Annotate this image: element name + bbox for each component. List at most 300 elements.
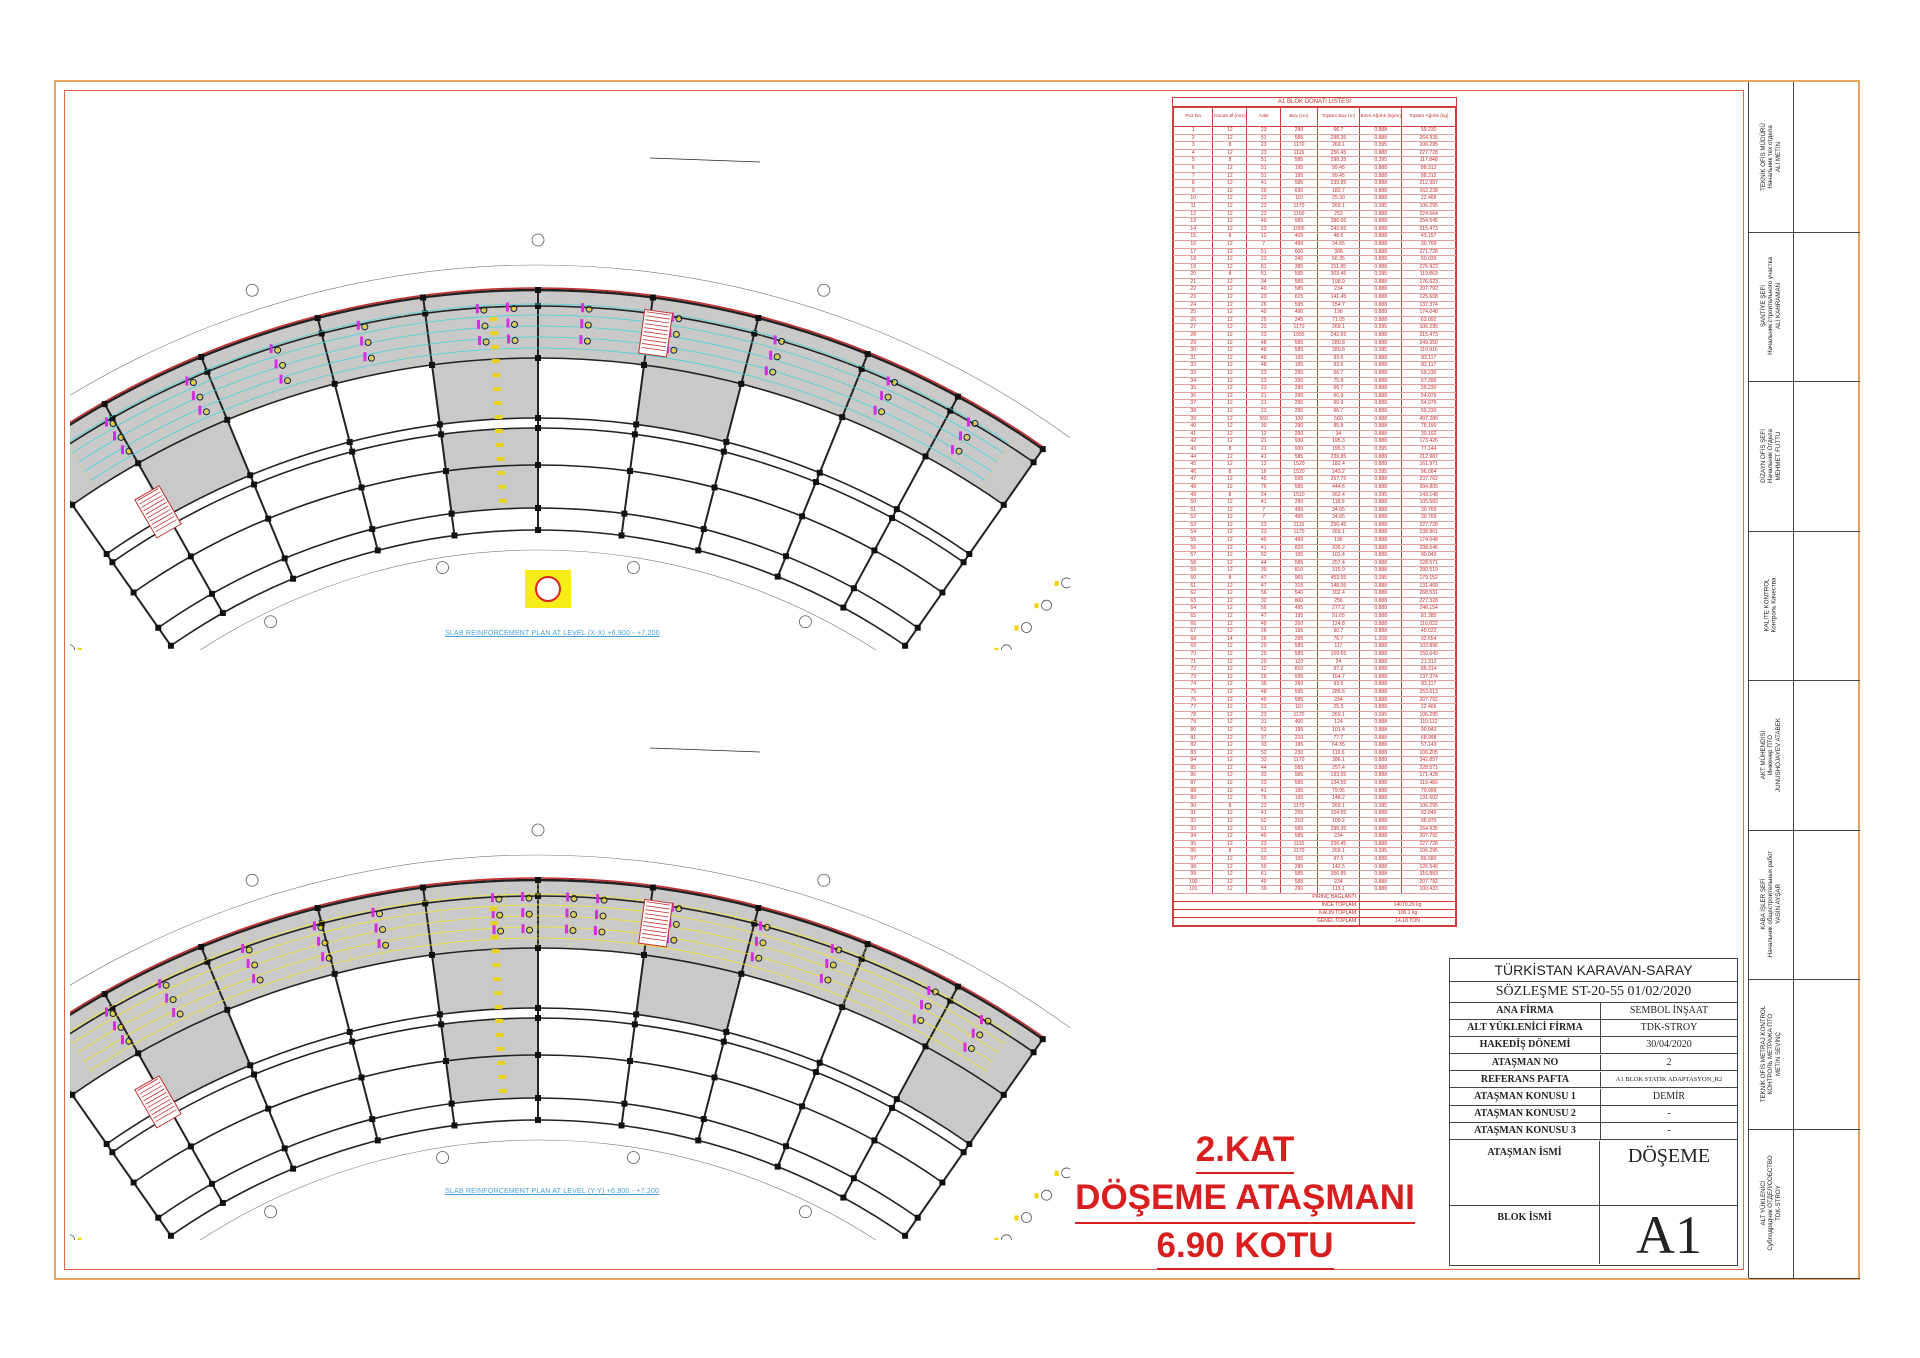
slab-plan-drawing xyxy=(70,110,1070,650)
rebar-cell: 91.65 xyxy=(1317,613,1359,621)
rebar-cell: 59.230 xyxy=(1402,370,1456,378)
rebar-cell: 0.888 xyxy=(1360,514,1402,522)
rebar-cell: 81 xyxy=(1247,263,1281,271)
rebar-cell: 1170 xyxy=(1281,529,1318,537)
rebar-cell: 47 xyxy=(1247,575,1281,583)
rebar-cell: 66.7 xyxy=(1317,127,1359,135)
signature-cell xyxy=(1749,82,1860,233)
rebar-cell: 271.728 xyxy=(1402,248,1456,256)
rebar-cell: 12 xyxy=(1213,780,1247,788)
rebar-cell: 585 xyxy=(1281,696,1318,704)
rebar-row xyxy=(1174,430,1456,438)
rebar-row xyxy=(1174,218,1456,226)
rebar-cell: 99.45 xyxy=(1317,172,1359,180)
rebar-cell: 23 xyxy=(1247,149,1281,157)
rebar-row xyxy=(1174,354,1456,362)
signature-desc: Начальник Отдела xyxy=(1767,428,1775,483)
rebar-cell: 40 xyxy=(1247,537,1281,545)
rebar-cell: 585 xyxy=(1281,157,1318,165)
rebar-cell: 23 xyxy=(1247,127,1281,135)
rebar-cell: 12 xyxy=(1213,833,1247,841)
rebar-row xyxy=(1174,347,1456,355)
rebar-cell: 51 xyxy=(1247,172,1281,180)
rebar-cell: 51 xyxy=(1247,134,1281,142)
rebar-cell: 227.728 xyxy=(1402,521,1456,529)
rebar-cell: 91 xyxy=(1174,810,1213,818)
rebar-cell: 0.888 xyxy=(1360,225,1402,233)
rebar-cell: 6 xyxy=(1174,164,1213,172)
rebar-row xyxy=(1174,886,1456,894)
rebar-cell: 286.65 xyxy=(1317,218,1359,226)
rebar-row xyxy=(1174,453,1456,461)
rebar-row xyxy=(1174,362,1456,370)
rebar-row xyxy=(1174,795,1456,803)
signature-name: ALİ KAHRAMAN xyxy=(1774,283,1782,330)
rebar-cell: 256.45 xyxy=(1317,840,1359,848)
rebar-cell: 20 xyxy=(1174,271,1213,279)
rebar-cell: 0.888 xyxy=(1360,780,1402,788)
rebar-row xyxy=(1174,650,1456,658)
rebar-cell: 179.152 xyxy=(1402,575,1456,583)
rebar-cell: 585 xyxy=(1281,559,1318,567)
rebar-cell: 106.295 xyxy=(1402,202,1456,210)
rebar-cell: 12 xyxy=(1213,840,1247,848)
rebar-cell: 35 xyxy=(1174,385,1213,393)
rebar-cell: 16 xyxy=(1247,468,1281,476)
rebar-cell: 39 xyxy=(1174,415,1213,423)
rebar-cell: 0.888 xyxy=(1360,628,1402,636)
block-name-label: BLOK İSMİ xyxy=(1450,1206,1600,1264)
rebar-cell: 207.792 xyxy=(1402,878,1456,886)
rebar-cell: 137.374 xyxy=(1402,301,1456,309)
rebar-cell: 40 xyxy=(1247,696,1281,704)
rebar-row xyxy=(1174,742,1456,750)
rebar-cell: 0.395 xyxy=(1360,142,1402,150)
rebar-cell: 86.580 xyxy=(1402,856,1456,864)
rebar-cell: 215.473 xyxy=(1402,332,1456,340)
rebar-cell: 12 xyxy=(1213,704,1247,712)
rebar-cell: 134.55 xyxy=(1317,780,1359,788)
rebar-cell: 12 xyxy=(1213,240,1247,248)
rebar-cell: 0.888 xyxy=(1360,248,1402,256)
rebar-cell: 17 xyxy=(1174,248,1213,256)
signature-name: MEHMET FUTTU xyxy=(1774,431,1782,481)
rebar-row xyxy=(1174,423,1456,431)
rebar-cell: 290 xyxy=(1281,499,1318,507)
rebar-cell: 8 xyxy=(1213,233,1247,241)
rebar-cell: 12 xyxy=(1213,225,1247,233)
rebar-cell: 0.888 xyxy=(1360,149,1402,157)
rebar-cell: 585 xyxy=(1281,180,1318,188)
rebar-cell: 25 xyxy=(1174,309,1213,317)
rebar-cell: 106.295 xyxy=(1402,711,1456,719)
rebar-row xyxy=(1174,840,1456,848)
rebar-cell: 41 xyxy=(1247,180,1281,188)
rebar-cell: 276.923 xyxy=(1402,263,1456,271)
contract-number: SÖZLEŞME ST-20-55 01/02/2020 xyxy=(1450,982,1737,1003)
rebar-cell: 0.888 xyxy=(1360,415,1402,423)
rebar-cell: 269.1 xyxy=(1317,142,1359,150)
rebar-cell: 72 xyxy=(1174,666,1213,674)
rebar-cell: 280.519 xyxy=(1402,567,1456,575)
rebar-cell: 495 xyxy=(1281,514,1318,522)
rebar-cell: 42 xyxy=(1174,438,1213,446)
rebar-row xyxy=(1174,567,1456,575)
rebar-cell: 965 xyxy=(1281,575,1318,583)
title-block-value: 2 xyxy=(1666,1056,1672,1068)
rebar-row xyxy=(1174,309,1456,317)
rebar-cell: 60 xyxy=(1174,575,1213,583)
rebar-cell: 195 xyxy=(1281,742,1318,750)
rebar-cell: 100 xyxy=(1281,415,1318,423)
rebar-cell: 80 xyxy=(1174,726,1213,734)
rebar-row xyxy=(1174,552,1456,560)
rebar-cell: 0.888 xyxy=(1360,688,1402,696)
rebar-cell: 560 xyxy=(1317,415,1359,423)
rebar-cell: 46 xyxy=(1174,468,1213,476)
rebar-cell: 234 xyxy=(1317,696,1359,704)
rebar-col-header: Toplam Ağırlık (kg) xyxy=(1402,108,1456,127)
rebar-cell: 290 xyxy=(1281,423,1318,431)
rebar-cell: 47 xyxy=(1174,476,1213,484)
rebar-cell: 195.3 xyxy=(1317,445,1359,453)
rebar-cell: 68 xyxy=(1174,635,1213,643)
rebar-cell: 36 xyxy=(1174,392,1213,400)
rebar-total-row xyxy=(1174,901,1456,909)
rebar-cell: 30 xyxy=(1247,423,1281,431)
rebar-total-label: GENEL TOPLAM xyxy=(1174,917,1360,925)
rebar-cell: 260 xyxy=(1281,620,1318,628)
rebar-cell: 0.395 xyxy=(1360,848,1402,856)
rebar-cell: 8 xyxy=(1213,468,1247,476)
rebar-cell: 9 xyxy=(1174,187,1213,195)
rebar-cell: 257.4 xyxy=(1317,764,1359,772)
rebar-row xyxy=(1174,400,1456,408)
rebar-cell: 224.664 xyxy=(1402,210,1456,218)
rebar-row xyxy=(1174,385,1456,393)
rebar-cell: 40 xyxy=(1247,309,1281,317)
rebar-cell: 23 xyxy=(1247,848,1281,856)
title-block-row xyxy=(1450,1037,1737,1054)
rebar-cell: 67.399 xyxy=(1402,377,1456,385)
rebar-cell: 0.888 xyxy=(1360,552,1402,560)
rebar-cell: 7 xyxy=(1174,172,1213,180)
rebar-cell: 8 xyxy=(1213,271,1247,279)
rebar-cell: 12 xyxy=(1213,407,1247,415)
rebar-cell: 53 xyxy=(1174,521,1213,529)
rebar-row xyxy=(1174,445,1456,453)
rebar-cell: 0.888 xyxy=(1360,544,1402,552)
rebar-cell: 595 xyxy=(1281,688,1318,696)
rebar-cell: 0.888 xyxy=(1360,620,1402,628)
rebar-cell: 56 xyxy=(1247,590,1281,598)
rebar-cell: 1170 xyxy=(1281,848,1318,856)
rebar-cell: 95 xyxy=(1174,840,1213,848)
rebar-cell: 8 xyxy=(1213,157,1247,165)
rebar-cell: 12 xyxy=(1213,309,1247,317)
signature-cell xyxy=(1749,232,1860,383)
rebar-cell: 88 xyxy=(1174,787,1213,795)
rebar-cell: 253 xyxy=(1317,210,1359,218)
rebar-cell: 239.85 xyxy=(1317,453,1359,461)
rebar-cell: 0.888 xyxy=(1360,377,1402,385)
signature-cell xyxy=(1749,381,1860,532)
rebar-cell: 12 xyxy=(1213,127,1247,135)
rebar-cell: 66.7 xyxy=(1317,407,1359,415)
rebar-cell: 44 xyxy=(1247,559,1281,567)
rebar-cell: 174.048 xyxy=(1402,309,1456,317)
rebar-cell: 12 xyxy=(1213,438,1247,446)
rebar-cell: 12 xyxy=(1213,461,1247,469)
rebar-cell: 1170 xyxy=(1281,142,1318,150)
rebar-cell: 12 xyxy=(1213,856,1247,864)
rebar-cell: 154.7 xyxy=(1317,673,1359,681)
title-block-key: ANA FİRMA xyxy=(1450,1003,1601,1019)
rebar-cell: 585 xyxy=(1281,764,1318,772)
rebar-cell: 131.602 xyxy=(1402,795,1456,803)
rebar-cell: 169.65 xyxy=(1317,650,1359,658)
rebar-cell: 0.888 xyxy=(1360,218,1402,226)
rebar-cell: 30.769 xyxy=(1402,514,1456,522)
rebar-cell: 100.433 xyxy=(1402,886,1456,894)
rebar-cell: 51 xyxy=(1247,157,1281,165)
rebar-cell: 0.888 xyxy=(1360,726,1402,734)
rebar-cell: 1115 xyxy=(1281,840,1318,848)
rebar-cell: 119.6 xyxy=(1317,749,1359,757)
rebar-cell: 105.583 xyxy=(1402,499,1456,507)
rebar-cell: 50.7 xyxy=(1317,628,1359,636)
rebar-cell: 81 xyxy=(1174,734,1213,742)
rebar-cell: 290 xyxy=(1281,370,1318,378)
rebar-cell: 0.888 xyxy=(1360,871,1402,879)
rebar-cell: 12 xyxy=(1213,818,1247,826)
rebar-cell: 207.792 xyxy=(1402,286,1456,294)
rebar-cell: 0.888 xyxy=(1360,810,1402,818)
rebar-cell: 12 xyxy=(1213,392,1247,400)
rebar-cell: 0.888 xyxy=(1360,825,1402,833)
rebar-cell: 63.092 xyxy=(1402,316,1456,324)
rebar-cell: 34.65 xyxy=(1317,514,1359,522)
rebar-cell: 25.3 xyxy=(1317,704,1359,712)
rebar-cell: 585 xyxy=(1281,483,1318,491)
rebar-cell: 12 xyxy=(1213,301,1247,309)
rebar-cell: 85 xyxy=(1174,764,1213,772)
rebar-row xyxy=(1174,719,1456,727)
rebar-cell: 0.888 xyxy=(1360,256,1402,264)
attachment-name-label: ATAŞMAN İSMİ xyxy=(1450,1141,1600,1205)
rebar-cell: 16 xyxy=(1174,240,1213,248)
rebar-cell: 290 xyxy=(1281,127,1318,135)
rebar-cell: 11 xyxy=(1174,202,1213,210)
rebar-row xyxy=(1174,635,1456,643)
rebar-cell: 23 xyxy=(1247,324,1281,332)
rebar-cell: 0.888 xyxy=(1360,499,1402,507)
rebar-cell: 103.896 xyxy=(1402,643,1456,651)
rebar-cell: 21 xyxy=(1247,445,1281,453)
rebar-cell: 97.5 xyxy=(1317,856,1359,864)
rebar-cell: 48 xyxy=(1247,620,1281,628)
rebar-cell: 195 xyxy=(1281,172,1318,180)
rebar-cell: 106.295 xyxy=(1402,324,1456,332)
rebar-cell: 18 xyxy=(1174,256,1213,264)
rebar-cell: 82 xyxy=(1174,742,1213,750)
rebar-cell: 615 xyxy=(1281,294,1318,302)
rebar-cell: 119.480 xyxy=(1402,780,1456,788)
rebar-cell: 12 xyxy=(1213,878,1247,886)
rebar-row xyxy=(1174,825,1456,833)
rebar-cell: 101.4 xyxy=(1317,726,1359,734)
rebar-cell: 227.728 xyxy=(1402,840,1456,848)
block-name-value: A1 xyxy=(1636,1205,1702,1265)
rebar-cell: 14 xyxy=(1174,225,1213,233)
rebar-cell: 62 xyxy=(1174,590,1213,598)
rebar-cell: 495 xyxy=(1281,240,1318,248)
rebar-cell: 12 xyxy=(1213,795,1247,803)
rebar-cell: 0.395 xyxy=(1360,468,1402,476)
rebar-cell: 256.45 xyxy=(1317,149,1359,157)
rebar-cell: 315.9 xyxy=(1317,567,1359,575)
title-block-value: - xyxy=(1667,1108,1671,1120)
rebar-cell: 0.888 xyxy=(1360,529,1402,537)
rebar-cell: 40 xyxy=(1247,286,1281,294)
title-block-row xyxy=(1450,1003,1737,1020)
rebar-cell: 96 xyxy=(1174,848,1213,856)
rebar-cell: 295 xyxy=(1281,635,1318,643)
rebar-cell: 21 xyxy=(1247,400,1281,408)
rebar-cell: 23 xyxy=(1247,704,1281,712)
rebar-cell: 33 xyxy=(1247,757,1281,765)
rebar-cell: 23 xyxy=(1247,521,1281,529)
rebar-cell: 93 xyxy=(1174,825,1213,833)
rebar-cell: 33 xyxy=(1174,370,1213,378)
rebar-cell: 585 xyxy=(1281,278,1318,286)
signature-cell xyxy=(1749,531,1860,682)
rebar-row xyxy=(1174,878,1456,886)
rebar-row xyxy=(1174,749,1456,757)
rebar-cell: 75.9 xyxy=(1317,377,1359,385)
rebar-cell: 820 xyxy=(1281,544,1318,552)
rebar-cell: 24 xyxy=(1247,491,1281,499)
rebar-cell: 0.395 xyxy=(1360,802,1402,810)
rebar-cell: 26 xyxy=(1247,301,1281,309)
rebar-cell: 0.888 xyxy=(1360,309,1402,317)
rebar-cell: 0.888 xyxy=(1360,339,1402,347)
rebar-cell: 67 xyxy=(1174,628,1213,636)
rebar-cell: 12 xyxy=(1213,286,1247,294)
rebar-cell: 34.65 xyxy=(1317,506,1359,514)
rebar-cell: 12 xyxy=(1213,415,1247,423)
rebar-cell: 12 xyxy=(1213,605,1247,613)
rebar-row xyxy=(1174,666,1456,674)
rebar-cell: 90 xyxy=(1174,802,1213,810)
rebar-cell: 12 xyxy=(1213,529,1247,537)
rebar-cell: 41 xyxy=(1247,544,1281,552)
rebar-cell: 52 xyxy=(1247,749,1281,757)
rebar-cell: 8 xyxy=(1213,802,1247,810)
rebar-row xyxy=(1174,863,1456,871)
rebar-cell: 5 xyxy=(1174,157,1213,165)
rebar-cell: 585 xyxy=(1281,780,1318,788)
rebar-cell: 298.35 xyxy=(1317,825,1359,833)
rebar-cell: 0.888 xyxy=(1360,301,1402,309)
rebar-cell: 227.328 xyxy=(1402,597,1456,605)
rebar-cell: 43 xyxy=(1174,445,1213,453)
title-attachment: DÖŞEME ATAŞMANI xyxy=(1075,1174,1415,1224)
rebar-row xyxy=(1174,726,1456,734)
rebar-row xyxy=(1174,248,1456,256)
rebar-cell: 12 xyxy=(1213,483,1247,491)
rebar-cell: 109.2 xyxy=(1317,818,1359,826)
rebar-cell: 12 xyxy=(1213,559,1247,567)
rebar-total-value: 14079.29 kg xyxy=(1360,901,1456,909)
rebar-cell: 8 xyxy=(1213,575,1247,583)
rebar-cell: 0.888 xyxy=(1360,666,1402,674)
rebar-cell: 256.45 xyxy=(1317,521,1359,529)
rebar-cell: 22.466 xyxy=(1402,704,1456,712)
rebar-row xyxy=(1174,316,1456,324)
rebar-cell: 76 xyxy=(1174,696,1213,704)
attachment-name-cell xyxy=(1450,1141,1737,1206)
title-block xyxy=(1449,958,1738,1266)
rebar-cell: 57.143 xyxy=(1402,742,1456,750)
rebar-cell: 73 xyxy=(1174,673,1213,681)
rebar-cell: 48 xyxy=(1247,347,1281,355)
rebar-cell: 12 xyxy=(1213,294,1247,302)
rebar-cell: 52 xyxy=(1247,552,1281,560)
rebar-row xyxy=(1174,415,1456,423)
signature-name: JUNUSHOJAYEV ATABEK xyxy=(1774,717,1782,792)
rebar-cell: 50 xyxy=(1247,856,1281,864)
rebar-cell: 810 xyxy=(1281,666,1318,674)
rebar-cell: 0.888 xyxy=(1360,734,1402,742)
rebar-cell: 31 xyxy=(1174,354,1213,362)
rebar-row xyxy=(1174,392,1456,400)
rebar-cell: 84 xyxy=(1174,757,1213,765)
rebar-cell: 1170 xyxy=(1281,202,1318,210)
rebar-cell: 0.888 xyxy=(1360,187,1402,195)
rebar-cell: 23 xyxy=(1247,840,1281,848)
rebar-cell: 269.1 xyxy=(1317,324,1359,332)
rebar-cell: 66.7 xyxy=(1317,385,1359,393)
signature-desc: Инженер ПТО xyxy=(1767,734,1775,775)
rebar-cell: 23 xyxy=(1247,294,1281,302)
rebar-cell: 44 xyxy=(1247,764,1281,772)
rebar-row xyxy=(1174,370,1456,378)
rebar-cell: 55 xyxy=(1174,537,1213,545)
rebar-cell: 142.5 xyxy=(1317,863,1359,871)
title-block-key: REFERANS PAFTA xyxy=(1450,1072,1601,1088)
rebar-cell: 12 xyxy=(1213,256,1247,264)
rebar-cell: 79.95 xyxy=(1317,787,1359,795)
rebar-cell: 195 xyxy=(1281,164,1318,172)
rebar-cell: 298.546 xyxy=(1402,544,1456,552)
rebar-cell: 595 xyxy=(1281,673,1318,681)
rebar-cell: 30.769 xyxy=(1402,240,1456,248)
rebar-cell: 50.039 xyxy=(1402,256,1456,264)
title-block-key: ATAŞMAN KONUSU 1 xyxy=(1450,1089,1601,1105)
rebar-cell: 45 xyxy=(1174,461,1213,469)
rebar-cell: 0.395 xyxy=(1360,202,1402,210)
rebar-cell: 0.888 xyxy=(1360,294,1402,302)
rebar-cell: 245 xyxy=(1281,256,1318,264)
rebar-cell: 83.117 xyxy=(1402,354,1456,362)
rebar-cell: 44 xyxy=(1174,453,1213,461)
rebar-cell: 126.540 xyxy=(1402,863,1456,871)
rebar-row xyxy=(1174,856,1456,864)
rebar-cell: 93.6 xyxy=(1317,354,1359,362)
rebar-cell: 59.230 xyxy=(1402,127,1456,135)
rebar-cell: 255 xyxy=(1281,810,1318,818)
